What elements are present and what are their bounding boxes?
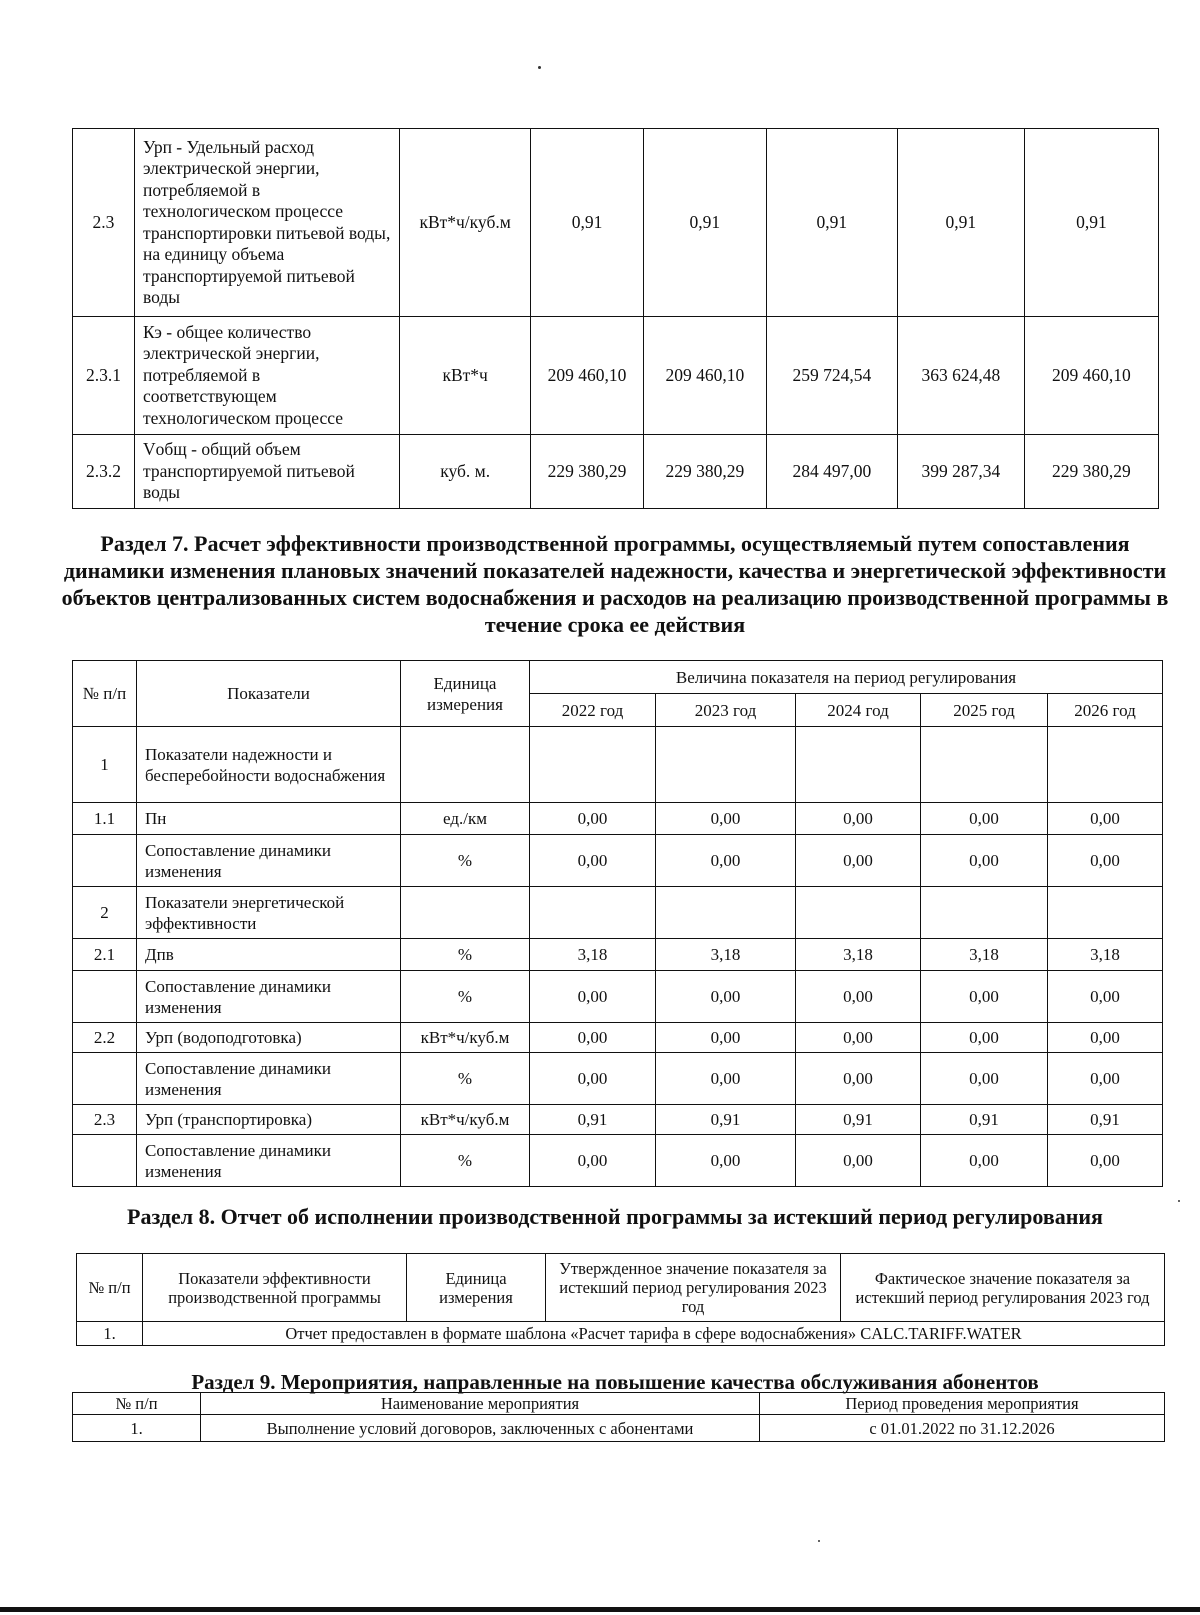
row-unit: кВт*ч (400, 317, 531, 435)
row-number: 1.1 (73, 803, 137, 835)
section-9-title: Раздел 9. Мероприятия, направленные на повышение качества обслуживания абонентов (191, 1370, 1039, 1394)
table-row (77, 1322, 1165, 1346)
value-cell: 0,00 (530, 971, 656, 1023)
row-unit: ед./км (401, 803, 530, 835)
row-name: Сопоставление динамики изменения (137, 1053, 401, 1105)
table-row (73, 835, 1163, 887)
row-unit (401, 727, 530, 803)
table-row (73, 1023, 1163, 1053)
value-cell: 0,00 (1048, 1053, 1163, 1105)
header-actual: Фактическое значение показателя за истекший период регулирования 2023 год (841, 1254, 1165, 1322)
value-cell: 0,91 (656, 1105, 796, 1135)
value-cell: 0,91 (796, 1105, 921, 1135)
row-name: Показатели надежности и бесперебойности водоснабжения (137, 727, 401, 803)
event-name: Выполнение условий договоров, заключенных с абонентами (201, 1415, 760, 1442)
table-row (73, 317, 1159, 435)
header-num: № п/п (73, 661, 137, 727)
value-cell (921, 727, 1048, 803)
section-8-table (76, 1253, 1165, 1346)
row-name: Пн (137, 803, 401, 835)
table-row (73, 939, 1163, 971)
value-cell: 0,91 (897, 129, 1024, 317)
header-year: 2025 год (921, 694, 1048, 727)
value-cell: 399 287,34 (897, 435, 1024, 509)
value-cell: 0,00 (530, 835, 656, 887)
row-name: Дпв (137, 939, 401, 971)
value-cell (656, 727, 796, 803)
row-number: 2.3.1 (73, 317, 135, 435)
scan-speck (818, 1540, 820, 1542)
table-row (73, 1053, 1163, 1105)
row-unit: куб. м. (400, 435, 531, 509)
value-cell: 0,00 (530, 1023, 656, 1053)
value-cell: 0,00 (921, 1135, 1048, 1187)
row-name: Кэ - общее количество электрической энергии, потребляемой в соответствующем технологическом процессе (134, 317, 399, 435)
table-row (73, 1105, 1163, 1135)
value-cell: 229 380,29 (1024, 435, 1158, 509)
value-cell: 3,18 (796, 939, 921, 971)
header-event-name: Наименование мероприятия (201, 1393, 760, 1415)
value-cell (530, 727, 656, 803)
header-year: 2024 год (796, 694, 921, 727)
header-row (73, 1393, 1165, 1415)
value-cell: 0,00 (796, 803, 921, 835)
header-approved: Утвержденное значение показателя за истекший период регулирования 2023 год (546, 1254, 841, 1322)
value-cell: 0,00 (921, 803, 1048, 835)
value-cell: 209 460,10 (1024, 317, 1158, 435)
row-unit (401, 887, 530, 939)
value-cell: 0,91 (766, 129, 897, 317)
value-cell: 0,91 (530, 1105, 656, 1135)
row-name: Сопоставление динамики изменения (137, 971, 401, 1023)
row-name: Показатели энергетической эффективности (137, 887, 401, 939)
table-row (73, 887, 1163, 939)
row-number: 2.3 (73, 1105, 137, 1135)
row-unit: % (401, 939, 530, 971)
row-unit: % (401, 971, 530, 1023)
row-number (73, 1135, 137, 1187)
value-cell: 363 624,48 (897, 317, 1024, 435)
scan-speck (538, 66, 541, 69)
value-cell: 229 380,29 (531, 435, 644, 509)
value-cell: 0,00 (1048, 971, 1163, 1023)
value-cell: 0,91 (921, 1105, 1048, 1135)
value-cell (530, 887, 656, 939)
value-cell: 0,00 (1048, 803, 1163, 835)
row-unit: % (401, 835, 530, 887)
row-name: Vобщ - общий объем транспортируемой питьевой воды (134, 435, 399, 509)
header-unit: Единица измерения (401, 661, 530, 727)
value-cell: 0,00 (796, 1053, 921, 1105)
row-number: 2.1 (73, 939, 137, 971)
header-row (73, 661, 1163, 694)
value-cell: 0,00 (796, 1023, 921, 1053)
header-indicators: Показатели (137, 661, 401, 727)
value-cell: 209 460,10 (643, 317, 766, 435)
section-9-table (72, 1392, 1165, 1442)
header-unit: Единица измерения (407, 1254, 546, 1322)
value-cell (796, 727, 921, 803)
row-unit: кВт*ч/куб.м (400, 129, 531, 317)
value-cell: 3,18 (530, 939, 656, 971)
value-cell: 3,18 (656, 939, 796, 971)
value-cell (921, 887, 1048, 939)
event-period: с 01.01.2022 по 31.12.2026 (760, 1415, 1165, 1442)
value-cell: 209 460,10 (531, 317, 644, 435)
table-row (73, 803, 1163, 835)
row-unit: кВт*ч/куб.м (401, 1105, 530, 1135)
value-cell: 0,00 (656, 835, 796, 887)
header-year: 2023 год (656, 694, 796, 727)
value-cell: 0,00 (921, 835, 1048, 887)
header-num: № п/п (73, 1393, 201, 1415)
value-cell: 0,00 (656, 1023, 796, 1053)
row-name: Урп (транспортировка) (137, 1105, 401, 1135)
row-number (73, 1053, 137, 1105)
header-period: Величина показателя на период регулирования (530, 661, 1163, 694)
table-row (73, 1415, 1165, 1442)
value-cell: 0,00 (530, 1135, 656, 1187)
value-cell: 0,00 (1048, 835, 1163, 887)
row-name: Урп (водоподготовка) (137, 1023, 401, 1053)
value-cell (1048, 727, 1163, 803)
table-row (73, 727, 1163, 803)
row-number: 2.3 (73, 129, 135, 317)
value-cell: 0,91 (1024, 129, 1158, 317)
value-cell (1048, 887, 1163, 939)
value-cell: 0,00 (921, 971, 1048, 1023)
row-number (73, 971, 137, 1023)
table-row (73, 435, 1159, 509)
value-cell: 0,00 (1048, 1135, 1163, 1187)
indicators-continuation-table (72, 128, 1159, 509)
header-indicators: Показатели эффективности производственной программы (143, 1254, 407, 1322)
row-name: Сопоставление динамики изменения (137, 835, 401, 887)
row-number: 1 (73, 727, 137, 803)
value-cell: 0,91 (531, 129, 644, 317)
section-8-title: Раздел 8. Отчет об исполнении производственной программы за истекший период регулирования (127, 1204, 1103, 1229)
value-cell: 0,00 (796, 971, 921, 1023)
value-cell: 284 497,00 (766, 435, 897, 509)
table-row (73, 129, 1159, 317)
report-note: Отчет предоставлен в формате шаблона «Расчет тарифа в сфере водоснабжения» CALC.TARIFF.WATER (143, 1322, 1165, 1346)
row-number: 2.2 (73, 1023, 137, 1053)
header-year: 2022 год (530, 694, 656, 727)
value-cell: 0,00 (656, 1135, 796, 1187)
value-cell: 0,00 (656, 1053, 796, 1105)
row-name: Урп - Удельный расход электрической энергии, потребляемой в технологическом процессе транспортировки питьевой воды, на единицу объема транспортируемой питьевой воды (134, 129, 399, 317)
row-number: 2.3.2 (73, 435, 135, 509)
row-unit: % (401, 1135, 530, 1187)
header-event-period: Период проведения мероприятия (760, 1393, 1165, 1415)
row-name: Сопоставление динамики изменения (137, 1135, 401, 1187)
value-cell: 3,18 (921, 939, 1048, 971)
value-cell: 0,00 (796, 1135, 921, 1187)
scan-border-line (0, 1607, 1200, 1612)
value-cell (656, 887, 796, 939)
value-cell (796, 887, 921, 939)
value-cell: 3,18 (1048, 939, 1163, 971)
row-number (73, 835, 137, 887)
section-7-title: Раздел 7. Расчет эффективности производственной программы, осуществляемый путем сопоставления динамики изменения плановых значений показателей надежности, качества и энергетической эффективности объектов централизованных систем водоснабжения и расходов на реализацию производственной программы в течение срока ее действия (61, 531, 1169, 637)
value-cell: 259 724,54 (766, 317, 897, 435)
value-cell: 0,00 (921, 1053, 1048, 1105)
value-cell: 0,91 (643, 129, 766, 317)
value-cell: 0,00 (1048, 1023, 1163, 1053)
value-cell: 0,00 (921, 1023, 1048, 1053)
row-unit: кВт*ч/куб.м (401, 1023, 530, 1053)
value-cell: 0,91 (1048, 1105, 1163, 1135)
row-unit: % (401, 1053, 530, 1105)
value-cell: 0,00 (796, 835, 921, 887)
value-cell: 0,00 (530, 803, 656, 835)
header-year: 2026 год (1048, 694, 1163, 727)
table-row (73, 1135, 1163, 1187)
value-cell: 0,00 (656, 803, 796, 835)
value-cell: 0,00 (530, 1053, 656, 1105)
header-num: № п/п (77, 1254, 143, 1322)
table-row (73, 971, 1163, 1023)
scan-speck (1178, 1200, 1180, 1202)
row-number: 1. (73, 1415, 201, 1442)
header-row (77, 1254, 1165, 1322)
value-cell: 0,00 (656, 971, 796, 1023)
row-number: 1. (77, 1322, 143, 1346)
value-cell: 229 380,29 (643, 435, 766, 509)
section-7-table (72, 660, 1163, 1187)
row-number: 2 (73, 887, 137, 939)
